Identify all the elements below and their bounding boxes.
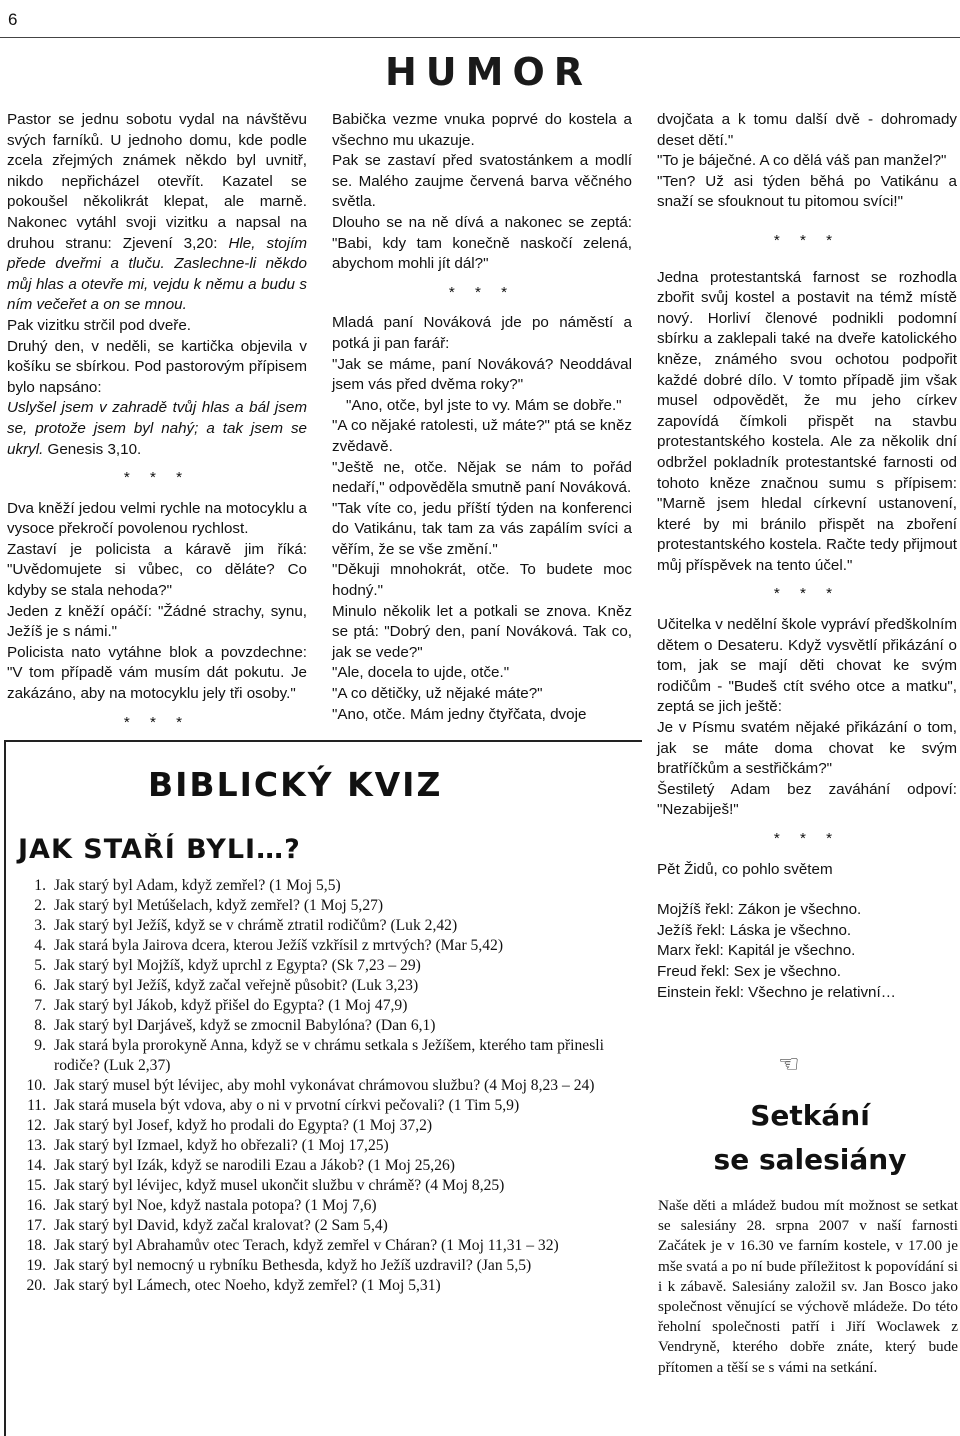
question-number: 8. [34, 1017, 46, 1034]
question-number: 1. [34, 877, 46, 894]
separator-stars: * * * [123, 713, 191, 731]
hand-pointing-icon: ☜ [778, 1051, 800, 1078]
question-number: 20. [26, 1277, 46, 1294]
quiz-question [10, 1016, 640, 1036]
quiz-question [10, 1076, 640, 1096]
question-text: Jak starý byl Josef, když ho prodali do Egypta? (1 Moj 37,2) [54, 1117, 433, 1134]
separator-stars: * * * [773, 585, 841, 603]
question-text: Jak starý byl Noe, když nastala potopa? (1 Moj 7,6) [54, 1197, 377, 1214]
quiz-question [10, 1196, 640, 1216]
paragraph: "Ten? Už asi týden běhá po Vatikánu a snaží se sfouknout tu pitomou svíci!" [657, 172, 957, 211]
question-number: 17. [26, 1217, 46, 1234]
reference-text: Genesis 3,10. [43, 440, 142, 458]
paragraph: Dlouho se na ně dívá a nakonec se zeptá: "Babi, kdy tam konečně naskočí zelená, abychom mohli jít dál?" [332, 213, 632, 273]
quiz-question [10, 1096, 640, 1116]
question-number: 16. [26, 1197, 46, 1214]
separator-stars: * * * [123, 469, 191, 487]
question-number: 4. [34, 937, 46, 954]
paragraph: "A co nějaké ratolesti, už máte?" ptá se kněz zvědavě. [332, 417, 632, 455]
quiz-question-list [10, 876, 640, 1296]
section-title: HUMOR [385, 50, 593, 94]
paragraph: dvojčata a k tomu další dvě - dohromady deset dětí." [657, 111, 957, 149]
question-number: 13. [26, 1137, 46, 1154]
question-text: Jak starý byl Lámech, otec Noeho, když zemřel? (1 Moj 5,31) [54, 1277, 441, 1294]
column-1 [7, 110, 307, 743]
salesians-title-line: se salesiány [713, 1143, 907, 1176]
question-number: 12. [26, 1117, 46, 1134]
quote-line: Einstein řekl: Všechno je relativní… [657, 983, 896, 1001]
paragraph: Šestiletý Adam bez zaváhání odpoví: "Nezabiješ!" [657, 780, 957, 819]
paragraph: Pak vizitku strčil pod dveře. [7, 316, 192, 334]
paragraph: "Jak se máme, paní Nováková? Neoddával jsem vás před dvěma roky?" [332, 355, 632, 394]
paragraph: Druhý den, v neděli, se kartička objevila v košíku se sbírkou. Pod pastorovým přípisem bylo napsáno: [7, 337, 307, 396]
question-text: Jak starý byl Abrahamův otec Terach, když zemřel v Cháran? (1 Moj 11,31 – 32) [54, 1237, 559, 1254]
question-number: 15. [26, 1177, 46, 1194]
paragraph: "Ještě ne, otče. Nějak se nám to pořád nedaří," odpověděla smutně paní Nováková. [332, 458, 632, 497]
question-text: Jak starý byl Adam, když zemřel? (1 Moj 5,5) [54, 877, 341, 894]
paragraph [7, 110, 307, 316]
quote-line: Freud řekl: Sex je všechno. [657, 962, 842, 980]
quiz-question [10, 916, 640, 936]
quiz-subtitle: JAK STAŘÍ BYLI…? [18, 834, 301, 865]
question-text: Jak stará byla prorokyně Anna, když se v chrámu setkala s Ježíšem, kterého tam přinesli rodiče? (Luk 2,37) [54, 1037, 604, 1074]
paragraph: Je v Písmu svatém nějaké přikázání o tom, jak se máte doma chovat ke svým bratříčkům a sestřičkám?" [657, 719, 957, 778]
question-number: 11. [27, 1097, 46, 1114]
question-text: Jak starý byl lévijec, když musel ukončit službu v chrámě? (4 Moj 8,25) [54, 1177, 505, 1194]
quiz-question [10, 1116, 640, 1136]
quote-line: Ježíš řekl: Láska je všechno. [657, 921, 852, 939]
question-number: 5. [34, 957, 46, 974]
quote-line: Marx řekl: Kapitál je všechno. [657, 942, 856, 960]
separator-stars: * * * [773, 830, 841, 847]
quiz-question [10, 1256, 640, 1276]
question-text: Jak stará byla Jairova dcera, kterou Ježíš vzkřísil z mrtvých? (Mar 5,42) [54, 937, 504, 954]
quote-text: Uslyšel jsem v zahradě tvůj hlas a bál jsem se, protože jsem byl nahý; a tak jsem se ukryl. [7, 399, 307, 458]
column-3 [657, 110, 957, 1003]
quiz-question [10, 1176, 640, 1196]
question-text: Jak starý byl Mojžíš, když uprchl z Egypta? (Sk 7,23 – 29) [54, 957, 421, 974]
question-number: 14. [26, 1157, 46, 1174]
question-text: Jak stará musela být vdova, aby o ni v prvotní církvi pečovali? (1 Tim 5,9) [54, 1097, 520, 1114]
page-number: 6 [8, 10, 18, 29]
paragraph: Jeden z kněží opáčí: "Žádné strachy, synu, Ježíš je s námi." [7, 602, 307, 641]
question-text: Jak starý byl Ježíš, když se v chrámě ztratil rodičům? (Luk 2,42) [54, 917, 458, 934]
quiz-title: BIBLICKÝ KVIZ [148, 765, 443, 804]
quiz-question [10, 936, 640, 956]
question-number: 2. [34, 897, 46, 914]
paragraph-text: Pastor se jednu sobotu vydal na návštěvu svých farníků. U jednoho domu, kde podle zcela zřejmých známek někdo byl uvnitř, nikdo nepřicházel otevřít. Kazatel se pokoušel několikrát klepat, ale marně. Nakonec vytáhl svoji vizitku a napsal na druhou stranu: Zjevení 3,20: [7, 111, 307, 252]
quiz-question [10, 876, 640, 896]
question-text: Jak starý musel být lévijec, aby mohl vykonávat chrámovou službu? (4 Moj 8,23 – 24) [54, 1077, 595, 1094]
question-text: Jak starý byl nemocný u rybníku Bethesda, když ho Ježíš uzdravil? (Jan 5,5) [54, 1257, 532, 1274]
quiz-question [10, 956, 640, 976]
question-text: Jak starý byl Ježíš, když začal veřejně působit? (Luk 3,23) [54, 977, 419, 994]
paragraph: Policista nato vytáhne blok a povzdechne: "V tom případě vám musím dát pokutu. Je zakázáno, aby na motocyklu jely tři osoby." [7, 643, 307, 703]
column-2 [332, 110, 632, 725]
quiz-question [10, 1216, 640, 1236]
paragraph: Babička vezme vnuka poprvé do kostela a všechno mu ukazuje. [332, 111, 632, 149]
paragraph: "Děkuji mnohokrát, otče. To budete moc hodný." [332, 561, 632, 600]
quote-text: Hle, stojím přede dveřmi a tluču. Zaslechne-li někdo můj hlas a otevře mi, vejdu k němu a budu s ním večeřet a on se mnou. [7, 234, 308, 314]
quiz-question [10, 1156, 640, 1176]
paragraph: "Tak víte co, jedu příští týden na konferenci do Vatikánu, tak tam za vás zapálím svíci a věřím, že se vše změní." [332, 499, 632, 558]
question-number: 3. [34, 917, 46, 934]
question-number: 18. [26, 1237, 46, 1254]
paragraph: Zastaví je policista a káravě jim říká: "Uvědomujete si vůbec, co děláte? Co kdyby se stala nehoda?" [7, 540, 307, 600]
paragraph: "To je báječné. A co dělá váš pan manžel?" [657, 152, 947, 170]
quiz-question [10, 1036, 640, 1076]
question-number: 6. [34, 977, 46, 994]
question-number: 7. [34, 997, 46, 1014]
question-text: Jak starý byl Metúšelach, když zemřel? (1 Moj 5,27) [54, 897, 384, 914]
paragraph: Pět Židů, co pohlo světem [657, 860, 833, 878]
question-text: Jak starý byl Izák, když se narodili Ezau a Jákob? (1 Moj 25,26) [54, 1157, 455, 1174]
question-text: Jak starý byl David, když začal kralovat? (2 Sam 5,4) [54, 1217, 388, 1234]
quiz-question [10, 1136, 640, 1156]
salesians-text: Naše děti a mládež budou mít možnost se setkat se salesiány 28. srpna 2007 v naší farnosti Začátek je v 16.30 ve farním kostele, v 17.00 je mše svatá a po ní bude příležitost k popovídání si i k zábavě. Salesiány založil sv. Jan Bosco jako společnost věnující se výchově mládeže. Do této řeholní společnosti patří i Jiří Woclawek z Vendryně, kterého dobře znáte, který bude přítomen a těší se s vámi na setkání. [658, 1197, 958, 1376]
paragraph: "Ano, otče. Mám jedny čtyřčata, dvoje [332, 705, 587, 723]
paragraph: Dva kněží jedou velmi rychle na motocyklu a vysoce překročí povolenou rychlost. [7, 499, 307, 538]
paragraph: "A co dětičky, už nějaké máte?" [332, 685, 543, 703]
separator-stars: * * * [773, 231, 841, 249]
header-rule [0, 37, 960, 38]
quiz-question [10, 1236, 640, 1256]
paragraph: Minulo několik let a potkali se znova. Kněz se ptá: "Dobrý den, paní Nováková. Tak co, jak se vede?" [332, 602, 632, 661]
question-number: 19. [26, 1257, 46, 1274]
quiz-question [10, 996, 640, 1016]
question-text: Jak starý byl Darjáveš, když se zmocnil Babylóna? (Dan 6,1) [54, 1017, 436, 1034]
question-number: 9. [34, 1037, 46, 1054]
paragraph: Jedna protestantská farnost se rozhodla zbořit svůj kostel a postavit na témž místě nový. Horliví členové podnikli podomní sbírku a zaklepali také na dveře katolického kněze, známého svou ochotou podpořit každé dobré dílo. V tomto případě jim však musel odpovědět, že mu jeho církev zapovídá čímkoli přispět na stavbu protestantského kostela. Ale za několik dní odbržel pokladník protestantské farnosti od tohoto kněze značnou sumu s přípisem: "Marně jsem hledal církevní ustanovení, které by mi bránilo přispět na zboření protestantského kostela. Račte tedy přijmout můj příspěvek na tento účel." [657, 268, 957, 574]
quote-line: Mojžíš řekl: Zákon je všechno. [657, 901, 862, 919]
paragraph: "Ano, otče, byl jste to vy. Mám se dobře." [346, 396, 622, 414]
paragraph: Učitelka v nedělní škole vypráví předškolním dětem o Desateru. Když vysvětlí přikázání o tom, jak se mají děti chovat ke svým rodičům - "Budeš ctít svého otce a matku", zeptá se jich ještě: [657, 616, 957, 716]
quiz-question [10, 896, 640, 916]
question-text: Jak starý byl Izmael, když ho obřezali? (1 Moj 17,25) [54, 1137, 389, 1154]
salesians-title-line: Setkání [750, 1099, 870, 1132]
quiz-question [10, 1276, 640, 1296]
paragraph: Pak se zastaví před svatostánkem a modlí se. Malého zaujme červená barva věčného světla. [332, 152, 632, 211]
paragraph: "Ale, docela to ujde, otče." [332, 664, 510, 682]
paragraph [7, 398, 307, 460]
salesians-title [690, 1094, 930, 1182]
quiz-question [10, 976, 640, 996]
separator-stars: * * * [448, 283, 516, 301]
question-number: 10. [26, 1077, 46, 1094]
paragraph: Mladá paní Nováková jde po náměstí a potká ji pan farář: [332, 314, 632, 352]
question-text: Jak starý byl Jákob, když přišel do Egypta? (1 Moj 47,9) [54, 997, 408, 1014]
